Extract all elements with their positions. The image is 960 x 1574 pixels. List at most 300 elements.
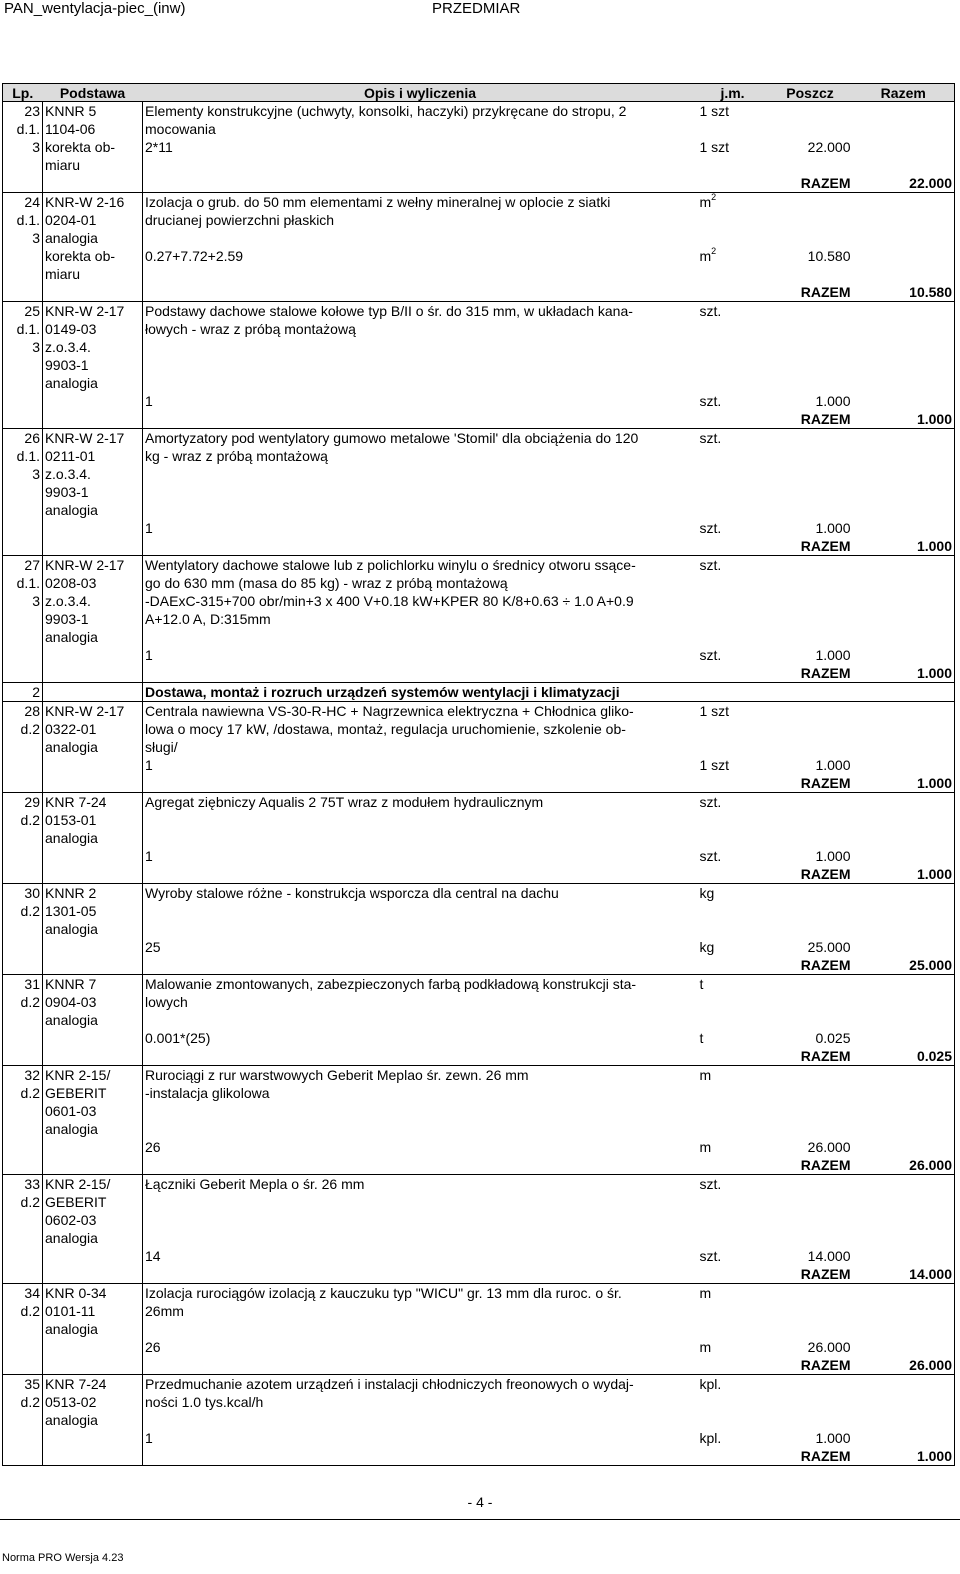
- razem-basis: [43, 1356, 143, 1375]
- software-version: Norma PRO Wersja 4.23: [2, 1552, 124, 1564]
- calc-row: [3, 519, 955, 537]
- item-number-line: 34: [24, 1285, 40, 1301]
- table-row: [3, 975, 955, 1030]
- item-number-line: d.1.: [16, 121, 40, 137]
- calc-row: [3, 1338, 955, 1356]
- calc-empty: [853, 1138, 955, 1156]
- item-number-line: 29: [24, 794, 40, 810]
- calc-value: 0.025: [815, 1030, 851, 1046]
- calc-unit: [698, 1429, 768, 1447]
- razem-label: RAZEM: [800, 866, 851, 882]
- item-number-line: 31: [24, 976, 40, 992]
- item-description: [143, 302, 698, 393]
- razem-row: [3, 174, 955, 193]
- calc-value: 26.000: [807, 1139, 851, 1155]
- item-description-line: 26mm: [145, 1303, 184, 1319]
- item-total: 25.000: [909, 957, 952, 973]
- table-row: [3, 1284, 955, 1339]
- item-number-line: 33: [24, 1176, 40, 1192]
- razem-row: [3, 1356, 955, 1375]
- item-basis: [43, 193, 143, 248]
- item-number-line: d.1.: [16, 321, 40, 337]
- calc-basis: [43, 519, 143, 537]
- razem-basis: [43, 174, 143, 193]
- razem-basis: [43, 1156, 143, 1175]
- section-row: [3, 683, 955, 702]
- razem-label: RAZEM: [800, 665, 851, 681]
- calc-unit-text: 1 szt: [699, 139, 730, 155]
- calc-row: [3, 392, 955, 410]
- razem-jm: [698, 283, 768, 302]
- item-unit-text: 1 szt: [699, 703, 730, 719]
- razem-label: RAZEM: [800, 538, 851, 554]
- calc-unit: [698, 646, 768, 664]
- calc-unit-text: szt.: [699, 848, 722, 864]
- item-description-line: Rurociągi z rur warstwowych Geberit Meplao śr. zewn. 26 mm: [145, 1067, 529, 1083]
- calc-expression: 0.001*(25): [143, 1029, 698, 1047]
- item-basis-line: GEBERIT: [45, 1085, 107, 1101]
- item-empty: [768, 1375, 853, 1430]
- calc-expression: 1: [143, 392, 698, 410]
- item-empty: [853, 556, 955, 647]
- item-empty: [768, 793, 853, 848]
- item-empty: [853, 102, 955, 139]
- item-basis-line: 1301-05: [45, 903, 97, 919]
- razem-row: [3, 774, 955, 793]
- footer-divider: [0, 1519, 960, 1520]
- table-header-row: [3, 84, 955, 102]
- item-empty: [768, 193, 853, 248]
- calc-value: 26.000: [807, 1339, 851, 1355]
- item-number: [3, 793, 43, 884]
- razem-basis: [43, 664, 143, 683]
- item-empty: [853, 1066, 955, 1139]
- item-description-line: Wentylatory dachowe stalowe lub z polichlorku winylu o średnicy otworu ssące-: [145, 557, 636, 573]
- item-basis: [43, 793, 143, 848]
- item-basis-line: KNNR 7: [45, 976, 97, 992]
- calc-basis-line: korekta ob-: [45, 139, 116, 155]
- calc-unit-text: szt.: [699, 1248, 722, 1264]
- item-description-line: Podstawy dachowe stalowe kołowe typ B/II o śr. do 315 mm, w układach kana-: [145, 303, 633, 319]
- calc-expression: 25: [143, 938, 698, 956]
- item-description-line: drucianej powierzchni płaskich: [145, 212, 335, 228]
- calc-unit-text: m: [699, 1339, 712, 1355]
- calc-empty: [853, 1338, 955, 1356]
- item-description-line: sługi/: [145, 739, 178, 755]
- item-number: [3, 193, 43, 302]
- item-basis-line: analogia: [45, 629, 98, 645]
- calc-basis: [43, 1029, 143, 1047]
- item-basis-line: KNNR 2: [45, 885, 97, 901]
- item-description: [143, 1284, 698, 1339]
- item-basis-line: GEBERIT: [45, 1194, 107, 1210]
- item-basis-line: 0513-02: [45, 1394, 97, 1410]
- calc-basis-line: miaru: [45, 157, 81, 173]
- item-empty: [768, 556, 853, 647]
- calc-row: [3, 847, 955, 865]
- item-basis-line: 0322-01: [45, 721, 97, 737]
- razem-desc: [143, 410, 698, 429]
- calc-unit-text: szt.: [699, 393, 722, 409]
- razem-jm: [698, 865, 768, 884]
- razem-basis: [43, 1047, 143, 1066]
- calc-expression: 14: [143, 1247, 698, 1265]
- calc-expression: 26: [143, 1338, 698, 1356]
- item-number-line: d.2: [20, 1303, 40, 1319]
- item-empty: [768, 884, 853, 939]
- calc-unit: [698, 247, 768, 283]
- item-basis-line: 0149-03: [45, 321, 97, 337]
- item-total: 1.000: [916, 411, 952, 427]
- item-number: [3, 556, 43, 683]
- item-basis: [43, 1175, 143, 1248]
- item-basis-line: 0101-11: [45, 1303, 96, 1319]
- razem-row: [3, 1265, 955, 1284]
- item-total: 22.000: [909, 175, 952, 191]
- calc-basis-line: miaru: [45, 266, 81, 282]
- table-row: [3, 1375, 955, 1430]
- calc-empty: [853, 938, 955, 956]
- razem-row: [3, 865, 955, 884]
- item-total: 10.580: [909, 284, 952, 300]
- item-empty: [768, 1284, 853, 1339]
- item-empty: [853, 884, 955, 939]
- item-description-line: Izolacja o grub. do 50 mm elementami z wełny mineralnej w oplocie z siatki: [145, 194, 611, 210]
- razem-row: [3, 1447, 955, 1466]
- item-number-line: 26: [24, 430, 40, 446]
- item-number: [3, 1066, 43, 1175]
- item-description-line: -instalacja glikolowa: [145, 1085, 270, 1101]
- calc-basis: [43, 138, 143, 174]
- item-basis-line: 0204-01: [45, 212, 97, 228]
- calc-unit-text: kg: [699, 939, 715, 955]
- calc-row: [3, 756, 955, 774]
- calc-expression: 1: [143, 1429, 698, 1447]
- item-basis-line: KNR 7-24: [45, 794, 107, 810]
- calc-value: 14.000: [807, 1248, 851, 1264]
- razem-desc: [143, 1356, 698, 1375]
- calc-empty: [853, 519, 955, 537]
- calc-basis: [43, 756, 143, 774]
- item-number-line: 3: [32, 466, 40, 482]
- razem-jm: [698, 1156, 768, 1175]
- razem-label: RAZEM: [800, 957, 851, 973]
- calc-unit: [698, 756, 768, 774]
- item-empty: [853, 302, 955, 393]
- item-description: [143, 1375, 698, 1430]
- razem-row: [3, 1156, 955, 1175]
- item-total: 14.000: [909, 1266, 952, 1282]
- razem-basis: [43, 774, 143, 793]
- item-basis-line: analogia: [45, 230, 98, 246]
- calc-value: 25.000: [807, 939, 851, 955]
- document-header: [0, 0, 960, 18]
- item-unit: [698, 556, 768, 647]
- item-basis-line: z.o.3.4.: [45, 593, 91, 609]
- razem-label: RAZEM: [800, 284, 851, 300]
- calc-value: 10.580: [807, 248, 851, 264]
- item-total: 1.000: [916, 665, 952, 681]
- razem-basis: [43, 537, 143, 556]
- item-basis-line: KNR-W 2-17: [45, 430, 125, 446]
- item-basis: [43, 1284, 143, 1339]
- item-basis-line: KNR-W 2-17: [45, 557, 125, 573]
- item-unit: [698, 702, 768, 757]
- item-empty: [853, 1284, 955, 1339]
- item-number-line: 3: [32, 230, 40, 246]
- item-unit-text: szt.: [699, 430, 722, 446]
- item-description-line: lowa o mocy 17 kW, /dostawa, montaż, regulacja uruchomienie, szkolenie ob-: [145, 721, 626, 737]
- item-number-line: d.2: [20, 1085, 40, 1101]
- item-number-line: 3: [32, 593, 40, 609]
- calc-basis: [43, 1429, 143, 1447]
- item-empty: [768, 302, 853, 393]
- item-description-line: łowych - wraz z próbą montażową: [145, 321, 356, 337]
- item-description-line: Izolacja rurociągów izolacją z kauczuku typ "WICU" gr. 13 mm dla ruroc. o śr.: [145, 1285, 622, 1301]
- unit-exponent: 2: [711, 192, 717, 202]
- razem-label: RAZEM: [800, 411, 851, 427]
- calc-unit: [698, 138, 768, 174]
- item-empty: [853, 1375, 955, 1430]
- item-number-line: 28: [24, 703, 40, 719]
- item-total: 1.000: [916, 866, 952, 882]
- calc-unit: [698, 847, 768, 865]
- item-basis-line: KNR 7-24: [45, 1376, 107, 1392]
- razem-jm: [698, 537, 768, 556]
- item-description-line: Łączniki Geberit Mepla o śr. 26 mm: [145, 1176, 365, 1192]
- item-unit: [698, 102, 768, 139]
- item-description-line: kg - wraz z próbą montażową: [145, 448, 328, 464]
- item-total: 26.000: [909, 1357, 952, 1373]
- calc-basis: [43, 646, 143, 664]
- razem-desc: [143, 865, 698, 884]
- col-podstawa: Podstawa: [43, 84, 143, 102]
- razem-jm: [698, 1356, 768, 1375]
- item-unit-text: szt.: [699, 1176, 722, 1192]
- item-unit-text: m: [699, 1067, 712, 1083]
- item-total: 1.000: [916, 775, 952, 791]
- item-basis-line: 0211-01: [45, 448, 96, 464]
- item-empty: [768, 1175, 853, 1248]
- calc-basis: [43, 938, 143, 956]
- calc-row: [3, 1029, 955, 1047]
- item-number-line: 25: [24, 303, 40, 319]
- item-description: [143, 702, 698, 757]
- razem-desc: [143, 774, 698, 793]
- calc-unit-text: m: [699, 1139, 712, 1155]
- razem-row: [3, 410, 955, 429]
- calc-unit-text: kpl.: [699, 1430, 722, 1446]
- item-description-line: lowych: [145, 994, 188, 1010]
- item-unit-text: m: [699, 1285, 712, 1301]
- item-basis-line: 9903-1: [45, 611, 89, 627]
- calc-row: [3, 1138, 955, 1156]
- item-number: [3, 884, 43, 975]
- item-basis: [43, 702, 143, 757]
- calc-empty: [853, 1029, 955, 1047]
- calc-unit-text: t: [699, 1030, 704, 1046]
- calc-row: [3, 646, 955, 664]
- item-unit: [698, 1375, 768, 1430]
- item-description: [143, 193, 698, 248]
- item-empty: [768, 102, 853, 139]
- item-basis-line: KNR-W 2-17: [45, 303, 125, 319]
- item-unit: [698, 1284, 768, 1339]
- item-number-line: d.2: [20, 903, 40, 919]
- calc-unit: [698, 1138, 768, 1156]
- item-basis-line: 0208-03: [45, 575, 97, 591]
- item-number-line: 3: [32, 139, 40, 155]
- item-description-line: Elementy konstrukcyjne (uchwyty, konsolki, haczyki) przykręcane do stropu, 2: [145, 103, 627, 119]
- item-number: [3, 1175, 43, 1284]
- item-basis-line: analogia: [45, 1321, 98, 1337]
- item-description-line: go do 630 mm (masa do 85 kg) - wraz z próbą montażową: [145, 575, 508, 591]
- item-unit: [698, 1175, 768, 1248]
- calc-unit: [698, 938, 768, 956]
- item-unit-text: szt.: [699, 303, 722, 319]
- razem-row: [3, 283, 955, 302]
- razem-label: RAZEM: [800, 1357, 851, 1373]
- item-basis-line: 0153-01: [45, 812, 97, 828]
- item-number-line: 27: [24, 557, 40, 573]
- item-basis-line: 9903-1: [45, 357, 89, 373]
- table-row: [3, 429, 955, 520]
- item-unit: [698, 793, 768, 848]
- item-number: [3, 429, 43, 556]
- table-row: [3, 556, 955, 647]
- item-number-line: 32: [24, 1067, 40, 1083]
- calc-row: [3, 1429, 955, 1447]
- calc-empty: [853, 1429, 955, 1447]
- item-number: [3, 302, 43, 429]
- razem-desc: [143, 956, 698, 975]
- calc-empty: [853, 847, 955, 865]
- item-number-line: 24: [24, 194, 40, 210]
- item-number-line: d.2: [20, 1394, 40, 1410]
- item-description: [143, 975, 698, 1030]
- item-description: [143, 1175, 698, 1248]
- table-row: [3, 702, 955, 757]
- file-name: PAN_wentylacja-piec_(inw): [4, 0, 186, 17]
- item-description-line: Przedmuchanie azotem urządzeń i instalacji chłodniczych freonowych o wydaj-: [145, 1376, 634, 1392]
- item-basis-line: 0602-03: [45, 1212, 97, 1228]
- col-opis: Opis i wyliczenia: [143, 84, 698, 102]
- razem-basis: [43, 410, 143, 429]
- calc-unit: [698, 519, 768, 537]
- item-basis-line: analogia: [45, 375, 98, 391]
- razem-desc: [143, 1265, 698, 1284]
- item-number: [3, 975, 43, 1066]
- item-number-line: d.2: [20, 994, 40, 1010]
- item-basis: [43, 884, 143, 939]
- calc-value: 1.000: [815, 520, 851, 536]
- razem-jm: [698, 664, 768, 683]
- item-unit-text: kpl.: [699, 1376, 722, 1392]
- item-description: [143, 556, 698, 647]
- item-empty: [853, 429, 955, 520]
- item-basis-line: 9903-1: [45, 484, 89, 500]
- item-empty: [853, 1175, 955, 1248]
- calc-value: 1.000: [815, 757, 851, 773]
- calc-unit: [698, 392, 768, 410]
- calc-basis: [43, 392, 143, 410]
- item-unit-text: m: [699, 194, 712, 210]
- calc-empty: [853, 646, 955, 664]
- calc-unit-text: 1 szt: [699, 757, 730, 773]
- col-jm: j.m.: [698, 84, 768, 102]
- page-number: - 4 -: [467, 1494, 493, 1510]
- item-number: [3, 1284, 43, 1375]
- razem-desc: [143, 1447, 698, 1466]
- calc-row: [3, 138, 955, 174]
- calc-row: [3, 938, 955, 956]
- item-description: [143, 884, 698, 939]
- col-poszcz: Poszcz: [768, 84, 853, 102]
- razem-label: RAZEM: [800, 775, 851, 791]
- calc-empty: [853, 138, 955, 174]
- item-empty: [768, 429, 853, 520]
- item-number: [3, 1375, 43, 1466]
- calc-row: [3, 1247, 955, 1265]
- item-unit-text: szt.: [699, 557, 722, 573]
- item-total: 26.000: [909, 1157, 952, 1173]
- item-unit: [698, 193, 768, 248]
- item-description-line: A+12.0 A, D:315mm: [145, 611, 271, 627]
- calc-unit-text: szt.: [699, 520, 722, 536]
- item-description-line: Centrala nawiewna VS-30-R-HC + Nagrzewnica elektryczna + Chłodnica gliko-: [145, 703, 634, 719]
- razem-jm: [698, 1047, 768, 1066]
- calc-expression: 2*11: [143, 138, 698, 174]
- razem-jm: [698, 410, 768, 429]
- item-basis-line: KNR 0-34: [45, 1285, 107, 1301]
- item-description-line: ności 1.0 tys.kcal/h: [145, 1394, 264, 1410]
- table-row: [3, 102, 955, 139]
- item-number-line: d.1.: [16, 212, 40, 228]
- przedmiar-table: [2, 83, 955, 1466]
- item-basis: [43, 556, 143, 647]
- item-basis-line: 0904-03: [45, 994, 97, 1010]
- item-total: 1.000: [916, 1448, 952, 1464]
- razem-desc: [143, 1156, 698, 1175]
- item-description-line: Amortyzatory pod wentylatory gumowo metalowe 'Stomil' dla obciążenia do 120: [145, 430, 639, 446]
- item-basis-line: 1104-06: [45, 121, 96, 137]
- item-description: [143, 793, 698, 848]
- item-unit-text: 1 szt: [699, 103, 730, 119]
- calc-unit: [698, 1338, 768, 1356]
- item-basis-line: analogia: [45, 1121, 98, 1137]
- item-basis-line: analogia: [45, 1230, 98, 1246]
- item-basis-line: KNR-W 2-16: [45, 194, 125, 210]
- razem-jm: [698, 774, 768, 793]
- calc-basis: [43, 1247, 143, 1265]
- item-basis: [43, 975, 143, 1030]
- item-empty: [853, 702, 955, 757]
- col-lp: Lp.: [3, 84, 43, 102]
- item-description-line: Malowanie zmontowanych, zabezpieczonych farbą podkładową konstrukcji sta-: [145, 976, 637, 992]
- section-title: Dostawa, montaż i rozruch urządzeń systemów wentylacji i klimatyzacji: [143, 683, 955, 702]
- razem-label: RAZEM: [800, 1448, 851, 1464]
- table-row: [3, 302, 955, 393]
- item-description: [143, 102, 698, 139]
- razem-jm: [698, 1265, 768, 1284]
- item-basis-line: KNR-W 2-17: [45, 703, 125, 719]
- razem-basis: [43, 1447, 143, 1466]
- calc-basis: [43, 847, 143, 865]
- razem-label: RAZEM: [800, 175, 851, 191]
- calc-basis: [43, 1138, 143, 1156]
- table-row: [3, 884, 955, 939]
- item-basis: [43, 302, 143, 393]
